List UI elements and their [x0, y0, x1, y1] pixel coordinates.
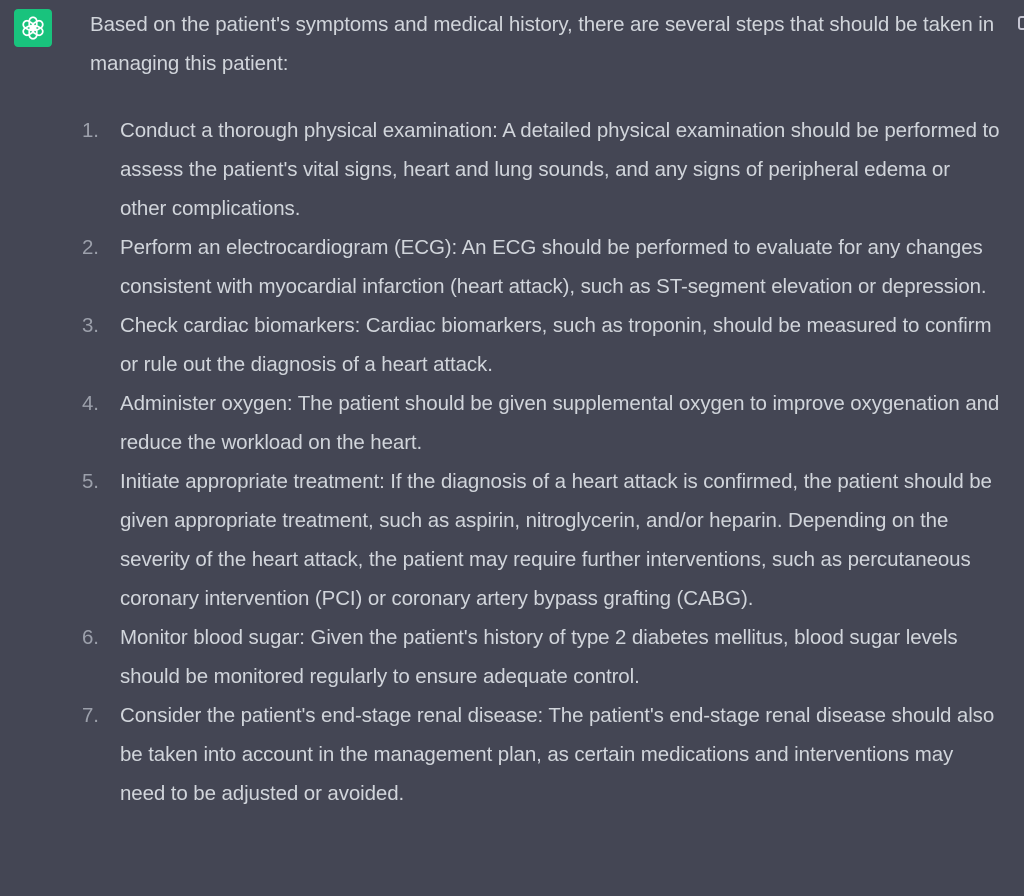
list-item-text: Conduct a thorough physical examination: A detailed physical examination should be performed to assess the patient's vital signs, heart and lung sounds, and any signs of peripheral edema or other complications. — [120, 119, 1000, 220]
assistant-message — [82, 5, 1010, 813]
list-item — [82, 111, 1000, 228]
copy-icon[interactable] — [1014, 14, 1024, 34]
list-item — [82, 384, 1000, 462]
list-item — [82, 618, 1000, 696]
list-item — [82, 696, 1000, 813]
list-item — [82, 462, 1000, 618]
message-intro: Based on the patient's symptoms and medical history, there are several steps that should be taken in managing this patient: — [90, 13, 995, 75]
steps-list — [82, 111, 1010, 813]
list-item-number: 5. — [82, 470, 99, 493]
openai-logo-icon — [19, 14, 47, 42]
list-item-number: 3. — [82, 314, 99, 337]
assistant-avatar — [14, 9, 52, 47]
list-item-text: Check cardiac biomarkers: Cardiac biomarkers, such as troponin, should be measured to confirm or rule out the diagnosis of a heart attack. — [120, 314, 992, 376]
list-item — [82, 228, 1000, 306]
list-item — [82, 306, 1000, 384]
list-item-number: 6. — [82, 626, 99, 649]
list-item-number: 1. — [82, 119, 99, 142]
list-item-text: Perform an electrocardiogram (ECG): An ECG should be performed to evaluate for any changes consistent with myocardial infarction (heart attack), such as ST-segment elevation or depression. — [120, 236, 987, 298]
list-item-number: 2. — [82, 236, 99, 259]
list-item-text: Monitor blood sugar: Given the patient's history of type 2 diabetes mellitus, blood sugar levels should be monitored regularly to ensure adequate control. — [120, 626, 958, 688]
list-item-text: Initiate appropriate treatment: If the diagnosis of a heart attack is confirmed, the patient should be given appropriate treatment, such as aspirin, nitroglycerin, and/or heparin. Depending on the severity of the heart attack, the patient may require further interventions, such as percutaneous coronary intervention (PCI) or coronary artery bypass grafting (CABG). — [120, 470, 992, 610]
list-item-text: Consider the patient's end-stage renal disease: The patient's end-stage renal disease should also be taken into account in the management plan, as certain medications and interventions may need to be adjusted or avoided. — [120, 704, 995, 805]
list-item-number: 4. — [82, 392, 99, 415]
list-item-text: Administer oxygen: The patient should be given supplemental oxygen to improve oxygenation and reduce the workload on the heart. — [120, 392, 1000, 454]
list-item-number: 7. — [82, 704, 99, 727]
